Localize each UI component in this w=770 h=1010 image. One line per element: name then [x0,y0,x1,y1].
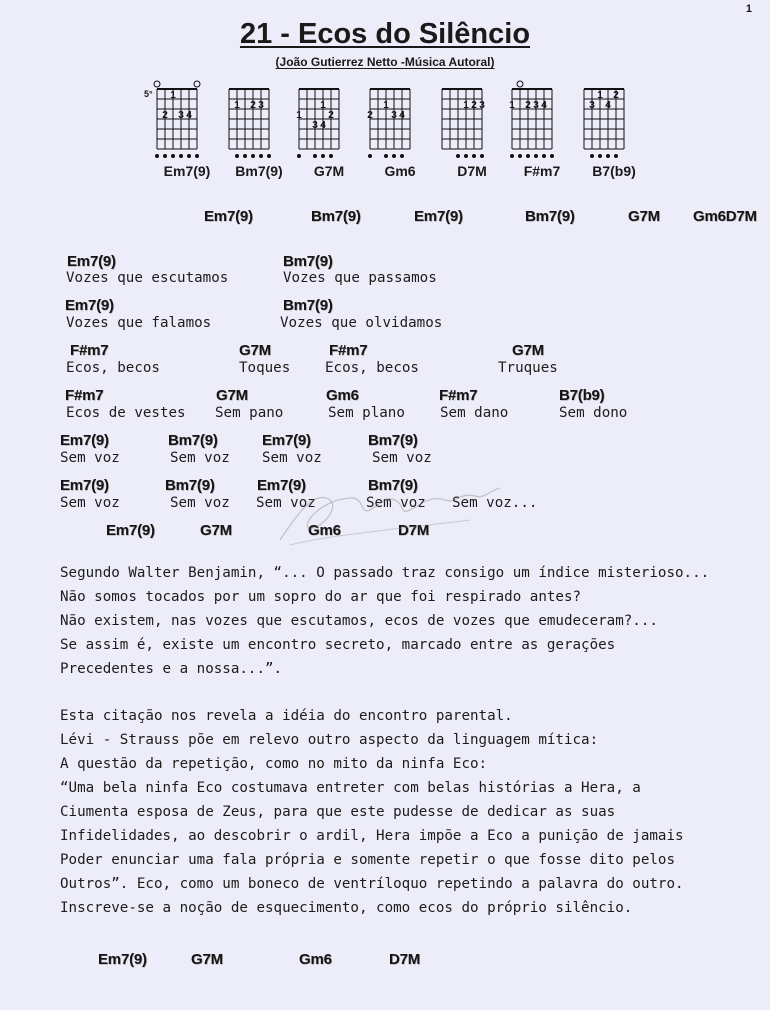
lyric: Vozes que passamos [283,270,437,286]
svg-text:2: 2 [250,100,256,111]
prose-line: Se assim é, existe um encontro secreto, marcado entre as gerações [60,637,616,653]
page-title [0,18,770,51]
chord: D7M [398,522,430,539]
lyric: Sem dono [559,405,628,421]
chord: Em7(9) [106,522,155,539]
chord: Gm6 [308,522,341,539]
svg-text:2: 2 [613,90,619,101]
lyric: Ecos de vestes [66,405,186,421]
chord: F#m7 [329,342,368,359]
svg-text:1: 1 [463,100,469,111]
chord: Em7(9) [67,253,116,270]
svg-text:4: 4 [541,100,547,111]
diagram-label: B7(b9) [592,163,636,179]
diagram-label: Gm6 [384,163,416,179]
prose-line: Segundo Walter Benjamin, “... O passado traz consigo um índice misterioso... [60,565,710,581]
svg-text:2: 2 [367,110,373,121]
prose-line: Não existem, nas vozes que escutamos, ecos de vozes que emudeceram?... [60,613,658,629]
chord-diagram-em79 [144,80,217,180]
svg-text:2: 2 [471,100,477,111]
lyric: Sem voz [372,450,432,466]
page-subtitle [0,55,770,69]
chord: G7M [239,342,271,359]
prose-line: Infidelidades, ao descobrir o ardil, Hera impõe a Eco a punição de jamais [60,828,684,844]
chord: Em7(9) [60,432,109,449]
chord: G7M [512,342,544,359]
lyric: Ecos, becos [325,360,419,376]
signature-watermark-icon [270,470,510,550]
lyric: Vozes que escutamos [66,270,229,286]
lyric: Sem voz [262,450,322,466]
title-text: 21 - Ecos do Silêncio [239,18,531,50]
lyric: Sem voz [60,450,120,466]
lyric: Truques [498,360,558,376]
diagram-label: Bm7(9) [235,163,283,179]
chord: Gm6 [326,387,359,404]
gm6-diagram-icon [367,80,430,160]
svg-text:4: 4 [605,100,611,111]
lyric: Sem voz [256,495,316,511]
diagram-label: G7M [313,163,345,179]
intro-chord: G7M [628,208,660,225]
fret-label: 5° [144,89,153,99]
chord: Em7(9) [262,432,311,449]
diagram-label: F#m7 [523,163,561,179]
prose-line: Precedentes e a nossa...”. [60,661,283,677]
chord: Bm7(9) [165,477,215,494]
chord-diagram-b7b9 [584,80,644,180]
svg-text:3: 3 [391,110,397,121]
svg-text:3: 3 [312,120,318,131]
b7b9-diagram-icon [584,80,644,160]
svg-text:4: 4 [399,110,405,121]
fsm7-diagram-icon [509,80,572,160]
lyric: Sem pano [215,405,284,421]
chord: F#m7 [65,387,104,404]
svg-text:1: 1 [234,100,240,111]
chord: Bm7(9) [368,477,418,494]
svg-text:4: 4 [186,110,192,121]
chord: Em7(9) [60,477,109,494]
svg-text:1: 1 [320,100,326,111]
svg-text:2: 2 [525,100,531,111]
outro-chord: D7M [389,951,421,968]
prose-line: Lévi - Strauss põe em relevo outro aspecto da linguagem mítica: [60,732,599,748]
outro-chord: G7M [191,951,223,968]
page-number: 1 [745,3,752,15]
d7m-diagram-icon [442,80,502,160]
chord: Bm7(9) [368,432,418,449]
intro-chord: Bm7(9) [525,208,575,225]
chord: F#m7 [439,387,478,404]
lyric: Vozes que falamos [66,315,212,331]
svg-text:2: 2 [162,110,168,121]
svg-text:3: 3 [178,110,184,121]
svg-text:3: 3 [258,100,264,111]
chord: F#m7 [70,342,109,359]
svg-text:3: 3 [589,100,595,111]
lyric: Sem voz [170,450,230,466]
prose-line: Não somos tocados por um sopro do ar que foi respirado antes? [60,589,582,605]
lyric: Sem voz [170,495,230,511]
em79-diagram-icon [157,80,217,160]
lyric: Sem dano [440,405,509,421]
lyric: Toques [239,360,291,376]
g7m-diagram-icon [296,80,359,160]
prose-line: Poder enunciar uma fala própria e somente repetir o que fosse dito pelos [60,852,675,868]
lyric: Sem voz... [452,495,538,511]
chord-diagram-fsm7 [509,80,572,180]
prose-line: Outros”. Eco, como um boneco de ventríloquo repetindo a palavra do outro. [60,876,684,892]
prose-line: Esta citação nos revela a idéia do encontro parental. [60,708,513,724]
chord: Bm7(9) [168,432,218,449]
lyric: Sem voz [366,495,426,511]
outro-chord: Em7(9) [98,951,147,968]
prose-line: A questão da repetição, como no mito da ninfa Eco: [60,756,488,772]
svg-text:1: 1 [383,100,389,111]
svg-text:1: 1 [170,90,176,101]
svg-text:1: 1 [296,110,302,121]
intro-chord: Bm7(9) [311,208,361,225]
lyric: Sem plano [328,405,405,421]
svg-text:1: 1 [509,100,515,111]
chord: Bm7(9) [283,253,333,270]
svg-text:1: 1 [597,90,603,101]
prose-line: Ciumenta esposa de Zeus, para que este pudesse de dedicar as suas [60,804,616,820]
prose-line: Inscreve-se a noção de esquecimento, como ecos do próprio silêncio. [60,900,633,916]
chord: Em7(9) [65,297,114,314]
bm79-diagram-icon [229,80,289,160]
chord-diagram-gm6 [367,80,430,180]
lyric: Ecos, becos [66,360,160,376]
lyric: Vozes que olvidamos [280,315,443,331]
diagram-label: Em7(9) [163,163,211,179]
chord: G7M [216,387,248,404]
chord: Em7(9) [257,477,306,494]
prose-line: “Uma bela ninfa Eco costumava entreter com belas histórias a Hera, a [60,780,641,796]
subtitle-text: (João Gutierrez Netto -Música Autoral) [275,55,495,69]
outro-chord: Gm6 [299,951,332,968]
chord: B7(b9) [559,387,605,404]
intro-chord: Em7(9) [414,208,463,225]
lyric: Sem voz [60,495,120,511]
svg-text:4: 4 [320,120,326,131]
intro-chord: Em7(9) [204,208,253,225]
chord: G7M [200,522,232,539]
intro-chord: Gm6D7M [693,208,757,225]
chord: Bm7(9) [283,297,333,314]
svg-text:2: 2 [328,110,334,121]
svg-text:3: 3 [479,100,485,111]
diagram-label: D7M [457,163,487,179]
svg-text:3: 3 [533,100,539,111]
